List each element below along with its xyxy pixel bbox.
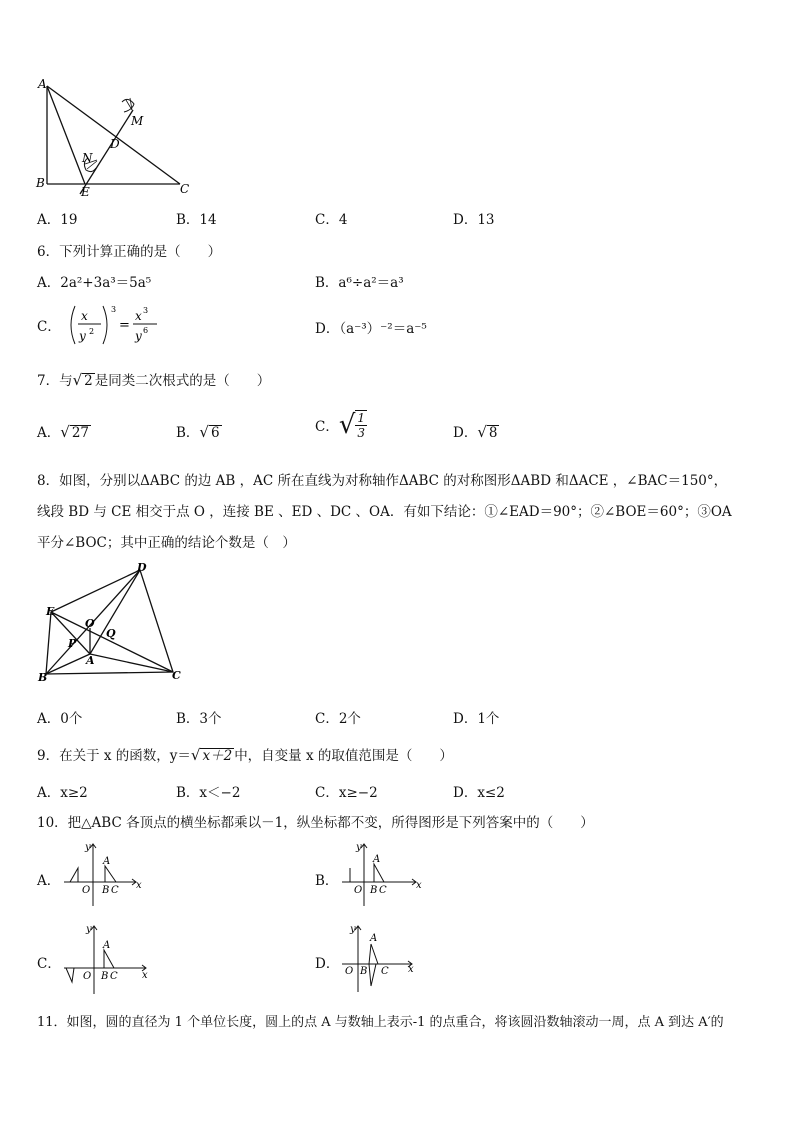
q5-option-a: A．19	[37, 212, 78, 228]
q10-d-origin: O	[345, 966, 354, 977]
q10-c-point-b: B	[101, 971, 109, 982]
q10-option-c-label: C．	[37, 956, 61, 972]
svg-text:6: 6	[143, 326, 149, 335]
q8-option-a: A．0个	[37, 711, 83, 727]
q9-stem-prefix: 9．在关于 x 的函数，y＝	[37, 748, 191, 764]
q9-option-c: C．x≥−2	[315, 785, 378, 801]
q7-root: 2	[84, 373, 93, 389]
q6-option-c-label: C．	[37, 319, 61, 335]
q8-line-3: 平分∠BOC；其中正确的结论个数是（ ）	[37, 535, 296, 551]
svg-text:x: x	[81, 309, 88, 323]
q8-option-c: C．2个	[315, 711, 361, 727]
q10-option-c-graph	[60, 920, 152, 998]
label-N: N	[82, 151, 93, 165]
q10-b-origin: O	[354, 885, 363, 896]
fig8-label-P: P	[68, 637, 77, 650]
q6-option-c	[37, 302, 175, 348]
q10-stem: 10．把△ABC 各顶点的横坐标都乘以－1，纵坐标都不变，所得图形是下列答案中的（ ）	[37, 815, 594, 831]
q7-option-b-label: B．	[176, 425, 200, 441]
q9-root: x＋2	[202, 748, 233, 764]
q10-a-axis-y: y	[85, 842, 91, 853]
q7-stem: 7．与√ 2 是同类二次根式的是（ ）	[37, 371, 271, 389]
q10-b-axis-x: x	[416, 880, 422, 891]
q9-stem: 9．在关于 x 的函数，y＝√ x＋2 中，自变量 x 的取值范围是（ ）	[37, 746, 453, 764]
q9-option-a: A．x≥2	[37, 785, 88, 801]
question-8-figure	[36, 560, 186, 688]
q6-option-c-formula	[65, 302, 175, 348]
svg-text:y: y	[135, 329, 142, 343]
q7-option-d-label: D．	[453, 425, 478, 441]
fig8-label-E: E	[46, 605, 55, 618]
fig8-label-B: B	[38, 671, 48, 684]
q10-a-origin: O	[82, 885, 91, 896]
label-M: M	[131, 114, 144, 128]
q10-option-d-label: D．	[315, 956, 340, 972]
q7-option-a-root: 27	[71, 425, 89, 441]
q7-option-b-root: 6	[210, 425, 220, 441]
q10-option-b-graph	[338, 838, 422, 910]
q10-d-axis-x: x	[408, 964, 414, 975]
svg-text:3: 3	[143, 306, 149, 315]
q10-b-point-c: C	[379, 885, 387, 896]
q10-b-point-a: A	[373, 854, 381, 865]
question-5-figure	[30, 72, 200, 200]
q6-option-b: B．a⁶÷a²＝a³	[315, 275, 404, 291]
fig8-label-C: C	[172, 669, 181, 682]
q10-a-point-b: B	[102, 885, 110, 896]
label-D: D	[110, 137, 120, 151]
q7-option-c-den: 3	[357, 426, 366, 440]
q10-c-axis-x: x	[142, 970, 148, 981]
q10-option-d-graph	[338, 920, 418, 998]
q7-option-d-root: 8	[488, 425, 498, 441]
q10-b-point-b: B	[370, 885, 378, 896]
q7-option-b: B．√ 6	[176, 423, 220, 441]
fig8-label-D: D	[137, 561, 147, 574]
q10-c-origin: O	[83, 971, 92, 982]
fig8-label-O: O	[85, 617, 95, 630]
q6-option-d: D．（a⁻³）⁻²＝a⁻⁵	[315, 321, 427, 337]
svg-text:3: 3	[111, 305, 117, 314]
q10-a-point-c: C	[111, 885, 119, 896]
q8-option-b: B．3个	[176, 711, 222, 727]
q6-option-a: A．2a²+3a³＝5a⁵	[37, 275, 152, 291]
q5-option-c: C．4	[315, 212, 348, 228]
q10-d-point-b: B	[360, 966, 368, 977]
q7-stem-suffix: 是同类二次根式的是（ ）	[94, 373, 271, 389]
q10-d-axis-y: y	[350, 924, 356, 935]
q10-c-point-a: A	[103, 940, 111, 951]
q5-option-b: B．14	[176, 212, 217, 228]
q10-b-axis-y: y	[356, 842, 362, 853]
q7-option-a: A．√ 27	[37, 423, 89, 441]
q11-stem: 11．如图，圆的直径为 1 个单位长度，圆上的点 A 与数轴上表示-1 的点重合，将该圆沿数轴滚动一周，点 A 到达 A′的	[37, 1015, 724, 1030]
q7-option-c: C．√ $\frac{1}{3}$	[315, 410, 366, 440]
q10-d-point-a: A	[370, 933, 378, 944]
svg-text:x: x	[135, 309, 142, 323]
q9-option-d: D．x≤2	[453, 785, 505, 801]
label-E: E	[81, 185, 90, 199]
q6-stem: 6．下列计算正确的是（ ）	[37, 244, 222, 260]
q7-option-c-num: 1	[357, 411, 366, 425]
q10-c-point-c: C	[110, 971, 118, 982]
q10-option-a-graph	[60, 838, 142, 910]
q7-stem-prefix: 7．与	[37, 373, 73, 389]
q9-option-b: B．x＜−2	[176, 785, 241, 801]
label-C: C	[180, 182, 190, 196]
fig8-label-Q: Q	[106, 627, 116, 640]
q10-option-b-label: B．	[315, 873, 339, 889]
q9-stem-suffix: 中，自变量 x 的取值范围是（ ）	[234, 748, 453, 764]
fig8-label-A: A	[86, 654, 95, 667]
q7-option-a-label: A．	[37, 425, 61, 441]
q8-line-1: 8．如图，分别以ΔABC 的边 AB ，AC 所在直线为对称轴作ΔABC 的对称图形ΔABD 和ΔACE ，∠BAC＝150°，	[37, 473, 728, 489]
svg-text:=: =	[119, 318, 131, 333]
q10-d-point-c: C	[381, 966, 389, 977]
q8-option-d: D．1个	[453, 711, 500, 727]
q10-a-point-a: A	[103, 856, 111, 867]
q10-c-axis-y: y	[86, 924, 92, 935]
q8-line-2: 线段 BD 与 CE 相交于点 O ，连接 BE 、ED 、DC 、OA．有如下结论：①∠EAD＝90°；②∠BOE＝60°；③OA	[37, 504, 732, 520]
label-B: B	[36, 176, 45, 190]
q7-option-d: D．√ 8	[453, 423, 498, 441]
q7-option-c-label: C．	[315, 419, 339, 435]
q5-option-d: D．13	[453, 212, 495, 228]
svg-text:2: 2	[89, 327, 95, 336]
q10-option-a-label: A．	[37, 873, 61, 889]
q10-a-axis-x: x	[136, 880, 142, 891]
label-A: A	[38, 77, 47, 91]
svg-text:y: y	[79, 329, 86, 343]
